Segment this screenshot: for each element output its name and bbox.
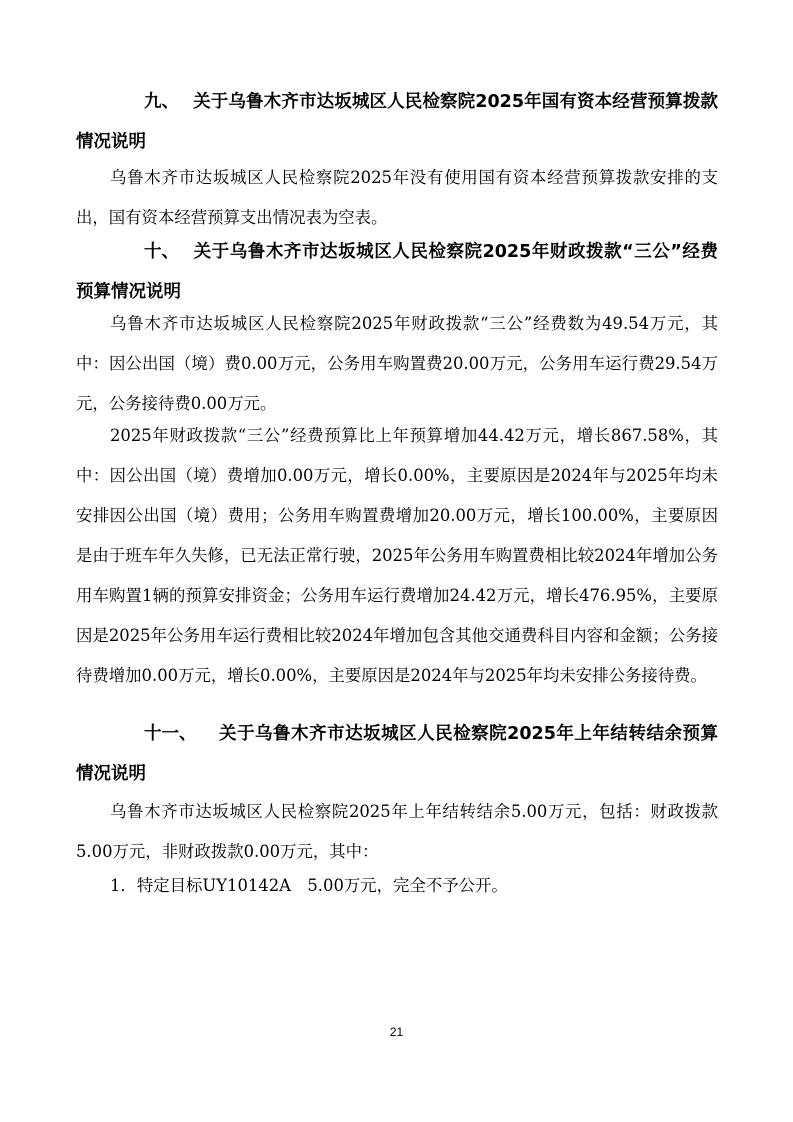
section-10-paragraph-1: 乌鲁木齐市达坂城区人民检察院2025年财政拨款“三公”经费数为49.54万元，其中：因公出国（境）费0.00万元，公务用车购置费20.00万元，公务用车运行费29.54万元，公务接待费0.00万元。 <box>76 314 718 413</box>
section-11-heading-text: 关于乌鲁木齐市达坂城区人民检察院2025年上年结转结余预算情况说明 <box>76 724 718 784</box>
section-10-heading <box>76 232 718 312</box>
page-number: 21 <box>389 1025 404 1039</box>
section-10-heading-text: 关于乌鲁木齐市达坂城区人民检察院2025年财政拨款“三公”经费预算情况说明 <box>76 242 718 302</box>
section-11-heading <box>76 714 718 794</box>
section-9-heading-text: 关于乌鲁木齐市达坂城区人民检察院2025年国有资本经营预算拨款情况说明 <box>76 92 718 152</box>
section-11-paragraph-1: 乌鲁木齐市达坂城区人民检察院2025年上年结转结余5.00万元，包括：财政拨款5.00万元，非财政拨款0.00万元，其中： <box>76 802 718 861</box>
section-9-heading <box>76 82 718 162</box>
section-9-heading-number: 九、 <box>144 92 179 112</box>
section-11-heading-number: 十一、 <box>144 724 197 744</box>
section-9-paragraph-1: 乌鲁木齐市达坂城区人民检察院2025年没有使用国有资本经营预算拨款安排的支出，国有资本经营预算支出情况表为空表。 <box>76 168 718 227</box>
section-11-paragraph-2: 1．特定目标UY10142A 5.00万元，完全不予公开。 <box>110 876 508 895</box>
section-10-heading-number: 十、 <box>144 242 179 262</box>
section-10-paragraph-2: 2025年财政拨款“三公”经费预算比上年预算增加44.42万元，增长867.58%，其中：因公出国（境）费增加0.00万元，增长0.00%，主要原因是2024年与2025年均未安排因公出国（境）费用；公务用车购置费增加20.00万元，增长100.00%，主要原因是由于班车年久失修，已无法正常行驶，2025年公务用车购置费相比较2024年增加公务用车购置1辆的预算安排资金；公务用车运行费增加24.42万元，增长476.95%，主要原因是2025年公务用车运行费相比较2024年增加包含其他交通费科目内容和金额；公务接待费增加0.00万元，增长0.00%，主要原因是2024年与2025年均未安排公务接待费。 <box>76 426 718 685</box>
